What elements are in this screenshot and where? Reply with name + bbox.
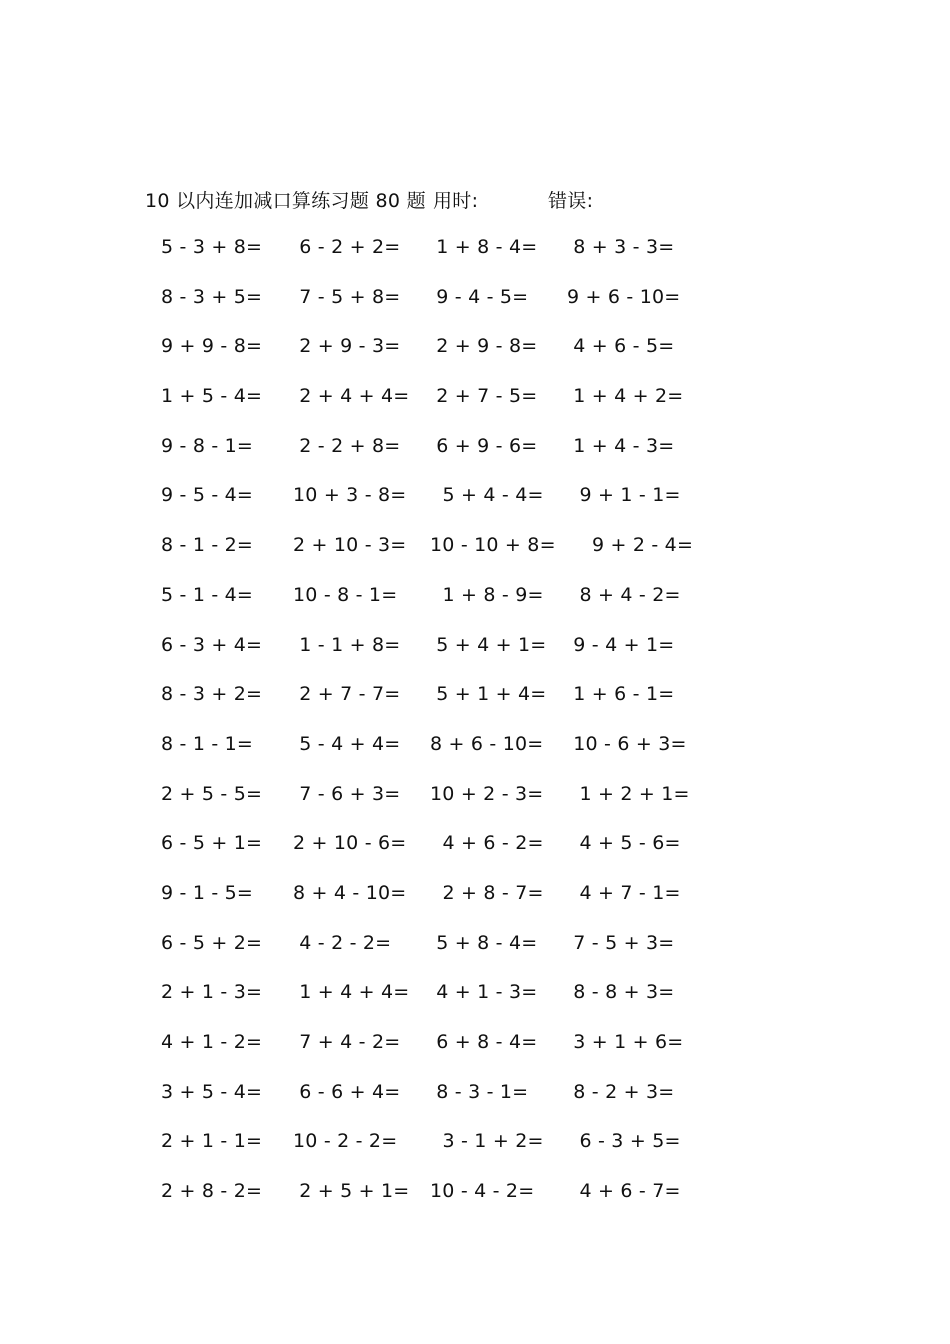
problem-row	[0, 435, 950, 485]
math-problem: 8 + 4 - 2=	[567, 583, 681, 606]
problem-row	[0, 882, 950, 932]
problem-row	[0, 1130, 950, 1180]
math-problem: 2 + 5 - 5=	[161, 782, 263, 805]
math-problem: 2 + 7 - 5=	[430, 385, 538, 408]
problem-row	[0, 683, 950, 733]
math-problem: 4 + 1 - 3=	[430, 981, 538, 1004]
math-problem: 10 - 8 - 1=	[293, 583, 398, 606]
math-problem: 1 + 4 - 3=	[567, 434, 675, 457]
math-problem: 9 + 6 - 10=	[567, 285, 681, 308]
math-problem: 4 + 6 - 5=	[567, 335, 675, 358]
math-problem: 4 + 6 - 7=	[567, 1180, 681, 1203]
math-problem: 6 - 5 + 2=	[161, 931, 263, 954]
math-problem: 2 + 7 - 7=	[293, 683, 401, 706]
math-problem: 4 + 7 - 1=	[567, 881, 681, 904]
math-problem: 7 + 4 - 2=	[293, 1031, 401, 1053]
math-problem: 2 + 8 - 7=	[430, 881, 544, 904]
problem-row	[0, 335, 950, 385]
error-label: 错误:	[548, 190, 594, 212]
math-problem: 7 - 6 + 3=	[293, 782, 401, 805]
math-problem: 5 + 4 - 4=	[430, 484, 544, 507]
math-problem: 5 + 4 + 1=	[430, 633, 547, 656]
math-problem: 4 + 6 - 2=	[430, 832, 544, 855]
time-label: 用时:	[433, 190, 479, 212]
math-problem: 9 + 2 - 4=	[567, 534, 694, 557]
math-problem: 10 - 2 - 2=	[293, 1130, 398, 1153]
problem-row	[0, 733, 950, 783]
math-problem: 5 - 3 + 8=	[161, 236, 263, 258]
problem-row	[0, 1031, 950, 1081]
math-problem: 9 + 1 - 1=	[567, 484, 681, 507]
math-problem: 8 - 3 + 2=	[161, 683, 263, 706]
math-problem: 5 + 8 - 4=	[430, 931, 538, 954]
math-problem: 1 + 6 - 1=	[567, 683, 675, 706]
math-problem: 6 + 9 - 6=	[430, 434, 538, 457]
worksheet-title: 10 以内连加减口算练习题 80 题	[145, 190, 426, 212]
math-problem: 10 + 2 - 3=	[430, 782, 544, 805]
math-problem: 8 - 3 + 5=	[161, 285, 263, 308]
math-problem: 7 - 5 + 8=	[293, 285, 401, 308]
math-problem: 1 - 1 + 8=	[293, 633, 401, 656]
math-problem: 3 + 1 + 6=	[567, 1031, 684, 1053]
math-problem: 5 - 1 - 4=	[161, 583, 254, 606]
math-problem: 2 + 8 - 2=	[161, 1180, 263, 1203]
math-problem: 6 - 3 + 5=	[567, 1130, 681, 1153]
problem-row	[0, 932, 950, 982]
problem-row	[0, 584, 950, 634]
math-problem: 8 - 8 + 3=	[567, 981, 675, 1004]
math-problem: 10 - 10 + 8=	[430, 534, 556, 557]
problem-row	[0, 634, 950, 684]
math-problem: 10 + 3 - 8=	[293, 484, 407, 507]
math-problem: 1 + 4 + 4=	[293, 981, 410, 1004]
math-problem: 4 + 5 - 6=	[567, 832, 681, 855]
problem-row	[0, 1081, 950, 1131]
math-problem: 3 + 5 - 4=	[161, 1080, 263, 1103]
math-problem: 5 - 4 + 4=	[293, 732, 401, 755]
problem-row	[0, 385, 950, 435]
math-problem: 2 + 10 - 3=	[293, 534, 407, 557]
problem-row	[0, 236, 950, 286]
problem-row	[0, 832, 950, 882]
math-problem: 8 - 2 + 3=	[567, 1080, 675, 1103]
math-problem: 9 - 1 - 5=	[161, 881, 254, 904]
problem-grid	[0, 236, 950, 1230]
math-problem: 1 + 5 - 4=	[161, 385, 263, 408]
math-problem: 2 + 1 - 1=	[161, 1130, 263, 1153]
math-problem: 2 + 9 - 3=	[293, 335, 401, 358]
math-problem: 2 + 10 - 6=	[293, 832, 407, 855]
math-problem: 8 - 1 - 1=	[161, 732, 254, 755]
math-problem: 2 - 2 + 8=	[293, 434, 401, 457]
math-problem: 4 - 2 - 2=	[293, 931, 392, 954]
math-problem: 5 + 1 + 4=	[430, 683, 547, 706]
math-problem: 1 + 4 + 2=	[567, 385, 684, 408]
math-problem: 2 + 4 + 4=	[293, 385, 410, 408]
math-problem: 8 + 6 - 10=	[430, 732, 544, 755]
math-problem: 6 - 6 + 4=	[293, 1080, 401, 1103]
math-problem: 6 - 2 + 2=	[293, 236, 401, 258]
math-problem: 1 + 2 + 1=	[567, 782, 690, 805]
math-problem: 7 - 5 + 3=	[567, 931, 675, 954]
math-problem: 1 + 8 - 9=	[430, 583, 544, 606]
worksheet-header	[0, 186, 950, 214]
problem-row	[0, 1180, 950, 1230]
math-problem: 9 - 5 - 4=	[161, 484, 254, 507]
math-problem: 9 + 9 - 8=	[161, 335, 263, 358]
math-problem: 4 + 1 - 2=	[161, 1031, 263, 1053]
problem-row	[0, 783, 950, 833]
math-problem: 10 - 4 - 2=	[430, 1180, 535, 1203]
math-problem: 1 + 8 - 4=	[430, 236, 538, 258]
math-problem: 8 + 4 - 10=	[293, 881, 407, 904]
problem-row	[0, 286, 950, 336]
math-problem: 2 + 1 - 3=	[161, 981, 263, 1004]
problem-row	[0, 484, 950, 534]
problem-row	[0, 981, 950, 1031]
math-problem: 9 - 4 + 1=	[567, 633, 675, 656]
math-problem: 2 + 5 + 1=	[293, 1180, 410, 1203]
math-problem: 6 - 3 + 4=	[161, 633, 263, 656]
math-problem: 2 + 9 - 8=	[430, 335, 538, 358]
math-problem: 6 - 5 + 1=	[161, 832, 263, 855]
math-problem: 10 - 6 + 3=	[567, 732, 687, 755]
math-problem: 9 - 8 - 1=	[161, 434, 254, 457]
math-problem: 8 - 3 - 1=	[430, 1080, 529, 1103]
math-problem: 8 - 1 - 2=	[161, 534, 254, 557]
math-problem: 9 - 4 - 5=	[430, 285, 529, 308]
problem-row	[0, 534, 950, 584]
math-problem: 3 - 1 + 2=	[430, 1130, 544, 1153]
math-problem: 6 + 8 - 4=	[430, 1031, 538, 1053]
math-problem: 8 + 3 - 3=	[567, 236, 675, 258]
